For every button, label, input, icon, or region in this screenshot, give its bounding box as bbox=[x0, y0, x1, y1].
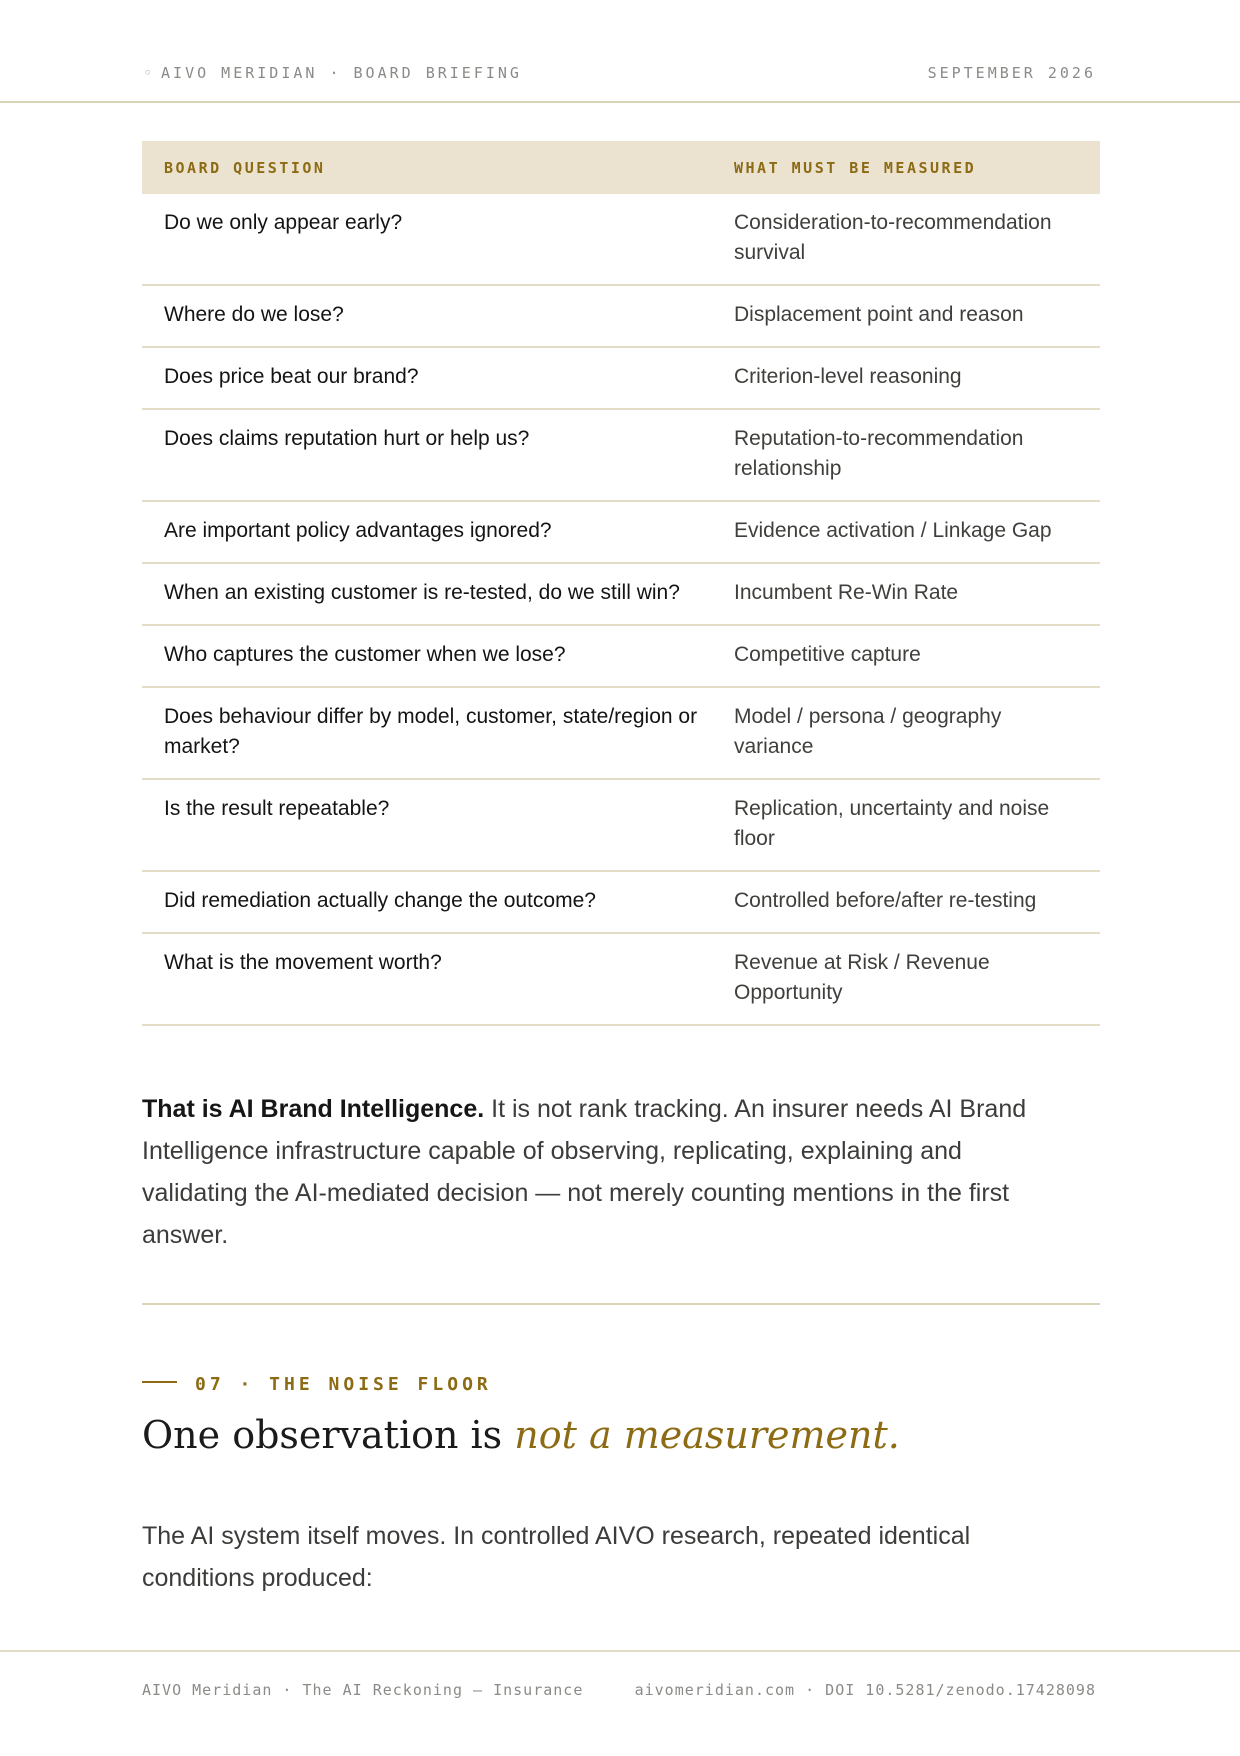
header-title bbox=[143, 64, 522, 82]
table-row bbox=[142, 687, 1100, 779]
question-cell: Where do we lose? bbox=[142, 285, 720, 347]
eyebrow-text: 07 · THE NOISE FLOOR bbox=[195, 1374, 492, 1395]
page-header bbox=[0, 0, 1240, 103]
measure-cell: Competitive capture bbox=[720, 625, 1100, 687]
summary-lead: That is AI Brand Intelligence. bbox=[142, 1095, 485, 1123]
measure-cell: Revenue at Risk / Revenue Opportunity bbox=[720, 933, 1100, 1025]
table-row bbox=[142, 933, 1100, 1025]
question-cell: When an existing customer is re-tested, do we still win? bbox=[142, 563, 720, 625]
bullet-icon: ◦ bbox=[143, 64, 156, 82]
column-header-what-must-be-measured: WHAT MUST BE MEASURED bbox=[720, 141, 1100, 194]
section-title-accent: not a measurement. bbox=[514, 1413, 900, 1457]
summary-paragraph bbox=[142, 1088, 1062, 1256]
question-cell: Does price beat our brand? bbox=[142, 347, 720, 409]
measure-cell: Displacement point and reason bbox=[720, 285, 1100, 347]
question-cell: What is the movement worth? bbox=[142, 933, 720, 1025]
measure-cell: Evidence activation / Linkage Gap bbox=[720, 501, 1100, 563]
table-row bbox=[142, 871, 1100, 933]
section-divider bbox=[142, 1303, 1100, 1305]
question-cell: Who captures the customer when we lose? bbox=[142, 625, 720, 687]
header-date: SEPTEMBER 2026 bbox=[927, 64, 1096, 82]
header-title-text: AIVO MERIDIAN · BOARD BRIEFING bbox=[161, 64, 522, 82]
table-row bbox=[142, 625, 1100, 687]
section-title-plain: One observation is bbox=[142, 1413, 515, 1457]
table-row bbox=[142, 347, 1100, 409]
measure-cell: Criterion-level reasoning bbox=[720, 347, 1100, 409]
summary-body: It is not rank tracking. An insurer needs AI Brand Intelligence infrastructure capable of observing, replicating, explaining and validating the AI-mediated decision — not merely counting mentions in the first answer. bbox=[142, 1095, 1027, 1249]
board-question-table bbox=[142, 141, 1100, 1026]
question-cell: Do we only appear early? bbox=[142, 194, 720, 285]
footer-publication: AIVO Meridian · The AI Reckoning — Insurance bbox=[142, 1681, 584, 1699]
measure-cell: Incumbent Re-Win Rate bbox=[720, 563, 1100, 625]
measure-cell: Reputation-to-recommendation relationship bbox=[720, 409, 1100, 501]
question-cell: Is the result repeatable? bbox=[142, 779, 720, 871]
table-header-row bbox=[142, 141, 1100, 194]
section-title bbox=[142, 1413, 900, 1457]
measure-cell: Controlled before/after re-testing bbox=[720, 871, 1100, 933]
page-footer bbox=[0, 1650, 1240, 1756]
table-row bbox=[142, 194, 1100, 285]
eyebrow-rule bbox=[142, 1381, 177, 1383]
table-row bbox=[142, 409, 1100, 501]
section-body: The AI system itself moves. In controlled AIVO research, repeated identical conditions produced: bbox=[142, 1522, 971, 1592]
column-header-board-question: BOARD QUESTION bbox=[142, 141, 720, 194]
question-cell: Does behaviour differ by model, customer, state/region or market? bbox=[142, 687, 720, 779]
measure-cell: Consideration-to-recommendation survival bbox=[720, 194, 1100, 285]
footer-doi: aivomeridian.com · DOI 10.5281/zenodo.17428098 bbox=[634, 1681, 1096, 1699]
table-row bbox=[142, 779, 1100, 871]
table-row bbox=[142, 501, 1100, 563]
question-cell: Are important policy advantages ignored? bbox=[142, 501, 720, 563]
section-eyebrow bbox=[142, 1374, 492, 1395]
table-row bbox=[142, 285, 1100, 347]
measure-cell: Model / persona / geography variance bbox=[720, 687, 1100, 779]
question-cell: Did remediation actually change the outcome? bbox=[142, 871, 720, 933]
measure-cell: Replication, uncertainty and noise floor bbox=[720, 779, 1100, 871]
question-cell: Does claims reputation hurt or help us? bbox=[142, 409, 720, 501]
table-row bbox=[142, 563, 1100, 625]
